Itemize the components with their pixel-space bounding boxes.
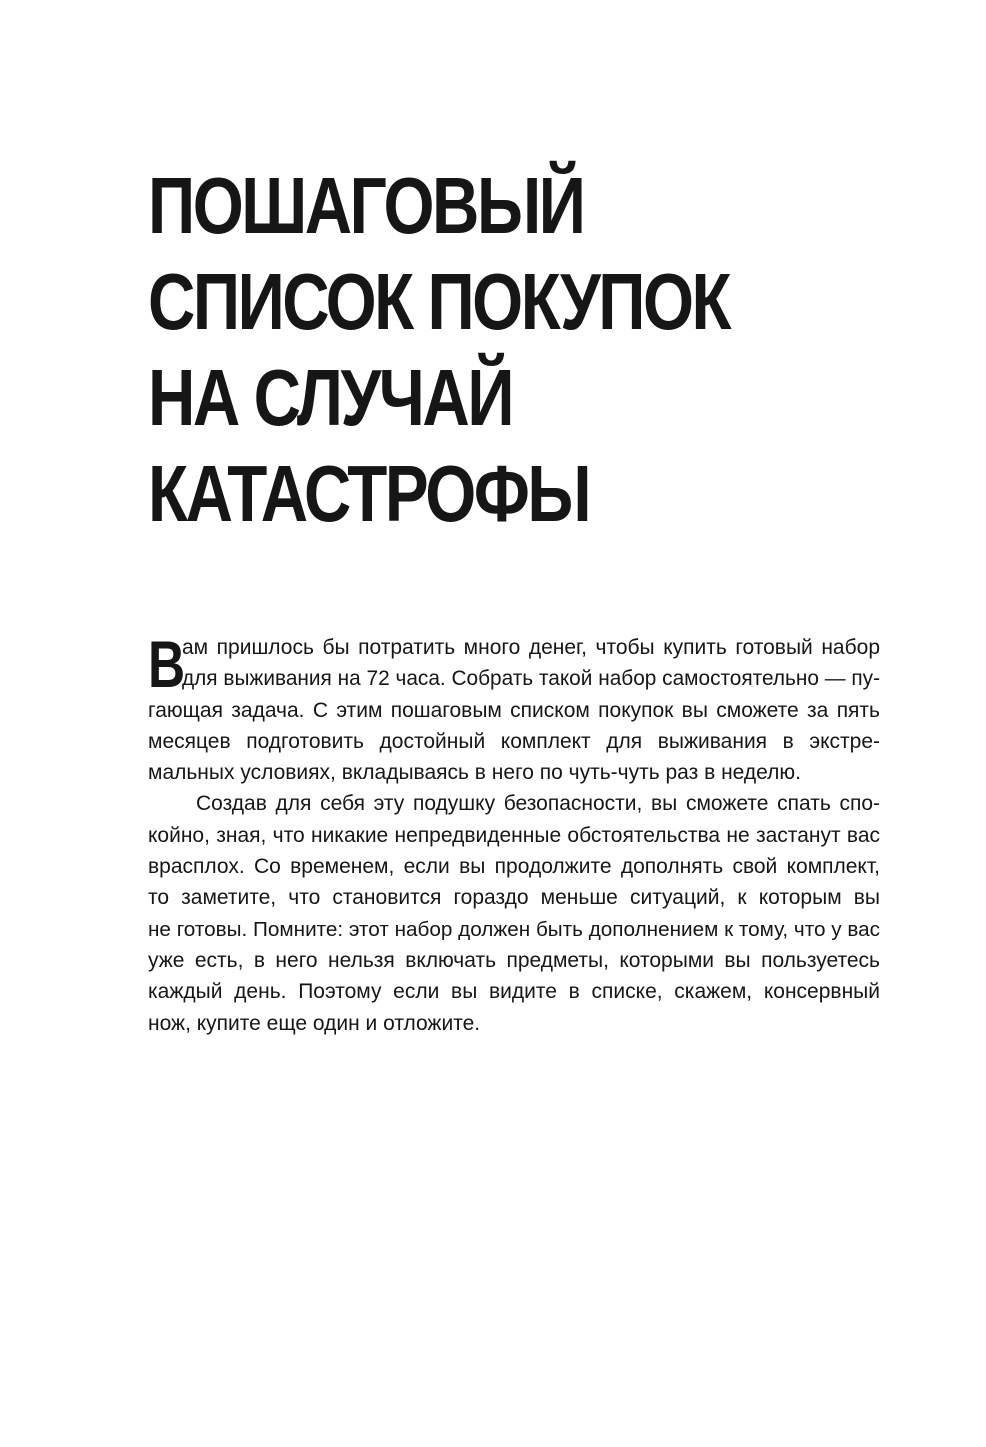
body-line: Создав для себя эту подушку безопасности, вы сможете спать спо-: [196, 792, 880, 816]
body-line: врасплох. Со временем, если вы продолжите дополнять свой комплект,: [148, 855, 880, 879]
chapter-title-line: НА СЛУЧАЙ: [148, 353, 513, 442]
body-line: нож, купите еще один и отложите.: [148, 1011, 481, 1035]
body-line: койно, зная, что никакие непредвиденные обстоятельства не застанут вас: [148, 823, 880, 847]
body-line: для выживания на 72 часа. Собрать такой набор самостоятельно — пу-: [182, 667, 880, 691]
body-line: не готовы. Помните: этот набор должен быть дополнением к тому, что у вас: [148, 917, 880, 941]
body-line: месяцев подготовить достойный комплект для выживания в экстре-: [148, 729, 880, 753]
body-line: то заметите, что становится гораздо меньше ситуаций, к которым вы: [148, 886, 880, 910]
body-line: каждый день. Поэтому если вы видите в списке, скажем, консервный: [148, 980, 880, 1004]
drop-cap-letter: В: [148, 627, 186, 701]
body-line: ам пришлось бы потратить много денег, чтобы купить готовый набор: [182, 636, 880, 659]
chapter-title-line: СПИСОК ПОКУПОК: [148, 257, 730, 346]
body-text: [148, 627, 880, 1039]
body-line: гающая задача. С этим пошаговым списком покупок вы сможете за пять: [148, 698, 880, 722]
chapter-title: [148, 158, 738, 542]
chapter-title-line: КАТАСТРОФЫ: [148, 449, 590, 538]
body-line: уже есть, в него нельзя включать предметы, которыми вы пользуетесь: [148, 948, 880, 972]
chapter-title-line: ПОШАГОВЫЙ: [148, 161, 584, 250]
body-line: мальных условиях, вкладываясь в него по чуть-чуть раз в неделю.: [148, 761, 801, 785]
